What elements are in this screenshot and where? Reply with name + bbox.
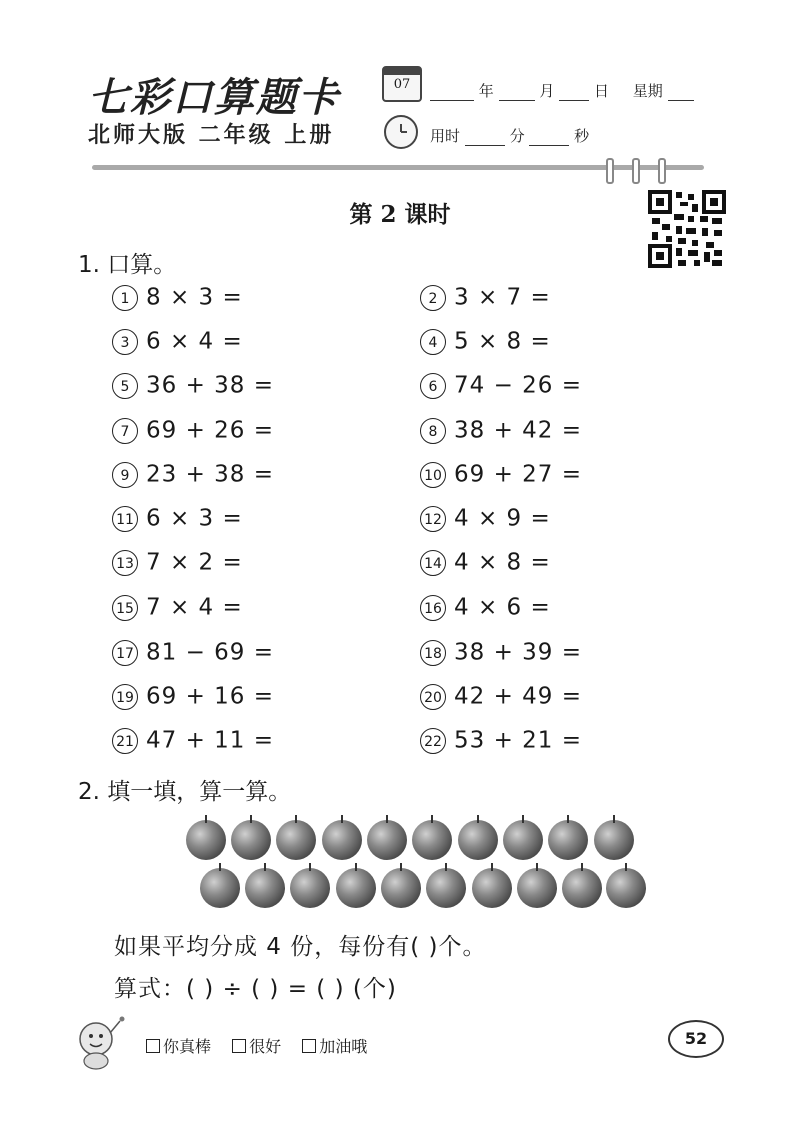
binder-clip — [632, 158, 640, 184]
problem-number: 20 — [420, 684, 446, 710]
apple-icon — [322, 820, 362, 860]
problem-3 — [112, 328, 243, 355]
clock-icon — [384, 115, 418, 149]
problem-expression: 4 × 6 = — [454, 594, 551, 621]
problem-1 — [112, 284, 243, 311]
problem-number: 18 — [420, 640, 446, 666]
problem-number: 10 — [420, 462, 446, 488]
problem-number: 22 — [420, 728, 446, 754]
apple-icon — [186, 820, 226, 860]
problem-6 — [420, 372, 582, 399]
second-label: 秒 — [574, 127, 590, 145]
problem-expression: 38 + 39 = — [454, 639, 583, 666]
problem-expression: 8 × 3 = — [146, 284, 243, 311]
binder-clip — [658, 158, 666, 184]
problem-number: 7 — [112, 418, 138, 444]
eval-option-great[interactable] — [146, 1037, 211, 1056]
eval-label: 加油哦 — [319, 1037, 368, 1056]
eval-label: 你真棒 — [163, 1037, 212, 1056]
section-1-title: 1. 口算。 — [78, 252, 177, 278]
problem-expression: 42 + 49 = — [454, 683, 583, 710]
eval-option-keep-going[interactable] — [302, 1037, 367, 1056]
problem-expression: 69 + 16 = — [146, 683, 275, 710]
problem-expression: 69 + 26 = — [146, 417, 275, 444]
calendar-icon — [382, 66, 422, 102]
apple-icon — [562, 868, 602, 908]
problem-number: 9 — [112, 462, 138, 488]
binder-clip — [606, 158, 614, 184]
time-fields — [430, 125, 589, 146]
problem-expression: 69 + 27 = — [454, 461, 583, 488]
problem-expression: 23 + 38 = — [146, 461, 275, 488]
apple-icon — [276, 820, 316, 860]
brand-title: 七彩口算题卡 — [88, 74, 340, 121]
problem-12 — [420, 505, 551, 532]
month-label: 月 — [539, 82, 555, 100]
formula-sentence: 算式：( ) ÷ ( ) = ( ) (个) — [114, 976, 397, 1002]
problem-expression: 7 × 4 = — [146, 594, 243, 621]
minute-label: 分 — [509, 127, 525, 145]
problem-7 — [112, 417, 274, 444]
problem-number: 14 — [420, 550, 446, 576]
checkbox-icon[interactable] — [232, 1039, 246, 1053]
problem-expression: 36 + 38 = — [146, 372, 275, 399]
problem-expression: 4 × 9 = — [454, 505, 551, 532]
problem-19 — [112, 683, 274, 710]
problem-2 — [420, 284, 551, 311]
time-used-label: 用时 — [430, 127, 461, 145]
problem-number: 11 — [112, 506, 138, 532]
problem-number: 6 — [420, 373, 446, 399]
apple-illustration — [186, 820, 646, 912]
weekday-label: 星期 — [632, 82, 663, 100]
problem-expression: 6 × 4 = — [146, 328, 243, 355]
problem-expression: 74 − 26 = — [454, 372, 583, 399]
apple-icon — [381, 868, 421, 908]
problem-expression: 53 + 21 = — [454, 727, 583, 754]
apple-icon — [606, 868, 646, 908]
problem-expression: 47 + 11 = — [146, 727, 275, 754]
problem-11 — [112, 505, 243, 532]
problem-expression: 6 × 3 = — [146, 505, 243, 532]
apple-icon — [412, 820, 452, 860]
year-label: 年 — [478, 82, 494, 100]
self-evaluation — [146, 1034, 383, 1057]
edition-label: 北师大版 二年级 上册 — [88, 123, 335, 148]
problem-number: 1 — [112, 285, 138, 311]
problem-15 — [112, 594, 243, 621]
apple-icon — [231, 820, 271, 860]
problem-number: 21 — [112, 728, 138, 754]
problem-14 — [420, 549, 551, 576]
apple-icon — [367, 820, 407, 860]
problem-expression: 81 − 69 = — [146, 639, 275, 666]
apple-icon — [290, 868, 330, 908]
problem-number: 19 — [112, 684, 138, 710]
problem-number: 5 — [112, 373, 138, 399]
problem-number: 3 — [112, 329, 138, 355]
problem-expression: 4 × 8 = — [454, 549, 551, 576]
apple-icon — [503, 820, 543, 860]
lesson-title: 第 2 课时 — [349, 201, 451, 228]
problem-4 — [420, 328, 551, 355]
calendar-day: 07 — [393, 77, 411, 92]
mascot-illustration — [68, 1013, 128, 1073]
problem-21 — [112, 727, 274, 754]
apple-icon — [426, 868, 466, 908]
apple-icon — [548, 820, 588, 860]
problem-number: 12 — [420, 506, 446, 532]
problem-20 — [420, 683, 582, 710]
eval-option-good[interactable] — [232, 1037, 281, 1056]
problem-8 — [420, 417, 582, 444]
apple-icon — [594, 820, 634, 860]
apple-icon — [458, 820, 498, 860]
problem-number: 16 — [420, 595, 446, 621]
problem-10 — [420, 461, 582, 488]
section-2-title: 2. 填一填，算一算。 — [78, 779, 292, 805]
checkbox-icon[interactable] — [302, 1039, 316, 1053]
qr-code[interactable] — [648, 190, 726, 268]
apple-icon — [336, 868, 376, 908]
problem-number: 17 — [112, 640, 138, 666]
problem-number: 4 — [420, 329, 446, 355]
page-number: 52 — [668, 1020, 724, 1058]
problem-5 — [112, 372, 274, 399]
question-sentence: 如果平均分成 4 份，每份有( )个。 — [114, 934, 487, 960]
problem-18 — [420, 639, 582, 666]
date-fields — [430, 80, 694, 101]
apple-icon — [245, 868, 285, 908]
problem-number: 8 — [420, 418, 446, 444]
problem-expression: 3 × 7 = — [454, 284, 551, 311]
problem-13 — [112, 549, 243, 576]
problem-22 — [420, 727, 582, 754]
problem-number: 15 — [112, 595, 138, 621]
problem-9 — [112, 461, 274, 488]
day-label: 日 — [593, 82, 609, 100]
problem-expression: 5 × 8 = — [454, 328, 551, 355]
problem-17 — [112, 639, 274, 666]
problem-16 — [420, 594, 551, 621]
eval-label: 很好 — [249, 1037, 282, 1056]
apple-icon — [200, 868, 240, 908]
problem-number: 13 — [112, 550, 138, 576]
problem-number: 2 — [420, 285, 446, 311]
apple-icon — [517, 868, 557, 908]
apple-icon — [472, 868, 512, 908]
problem-expression: 7 × 2 = — [146, 549, 243, 576]
checkbox-icon[interactable] — [146, 1039, 160, 1053]
problem-expression: 38 + 42 = — [454, 417, 583, 444]
